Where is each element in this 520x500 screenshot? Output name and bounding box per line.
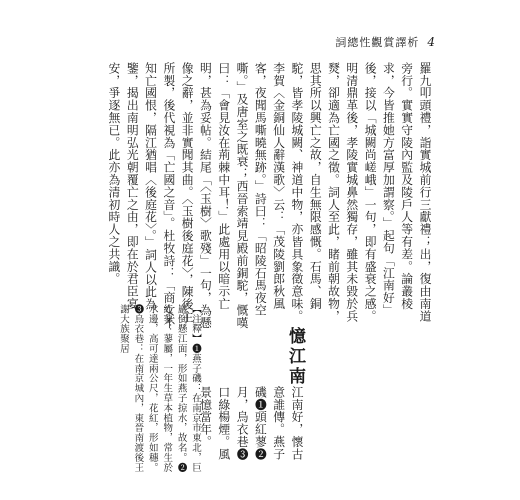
annotation-notes: 【注釋】❶燕子磯：在南京市東北，巨巖倒懸江面，形如燕子掠水，故名。❷紅蓼：蓼屬，一年生草本植物，常生於水邊，高可達兩公尺，花紅，形如穗。❸烏衣巷：在南京城內，東晉南渡後王謝大族聚居 [117,304,201,473]
running-header [335,34,436,50]
book-title: 詞總性觀賞譯析 [335,36,420,49]
page-number: 4 [427,35,436,49]
poem-text: 江南好，懷古意誰傳。燕子磯❶頭紅蓼❷月，烏衣巷❸口綠楊煙。風景憶當年。 [198,386,304,461]
poem-title: 憶江南 [285,327,305,387]
commentary-text: 羅九叩頭禮，詣實城前行三獻禮；出，復由南道旁行。實實守陵內監及陵戶人等有差。論叢棱求，今皆推她方富厚加謂察。」起句「江南好」後，接以「城闕尚嵯峨」一句，即有盛衰之感。明清鼎革後，孝陵實城鼻然獨存，雖其未毀於兵燹，卻適為亡國之徵。詞人至此，睹前朝故物，思其所以興亡之故，自生無限感慨。石馬、銅駝，皆孝陵城闕、神道中物，亦皆具象徵意味。李賀〈金銅仙人辭漢歌〉云：「茂陵劉郎秋風客，夜聞馬嘶曉無跡。」詩曰：「昭陵石馬夜空嘶。」及唐室之既衰；西晉索靖見殿前銅駝，慨嘆曰：「會見汝在荊棘中耳！」此處用以暗示亡明，甚為妥帖。結尾「〈玉樹〉歌殘」一句，為懸像之辭，並非實聞其曲。〈玉樹後庭花〉，陳後主所製，後代視為「亡國之音」。杜牧詩：「商女不知亡國恨，隔江猶唱〈後庭花〉。」詞人以此為鑒，揭出南明弘光朝覆亡之由，即在於君臣宴安，爭逐無已。此亦為清初時人之共識。 [106,62,432,329]
